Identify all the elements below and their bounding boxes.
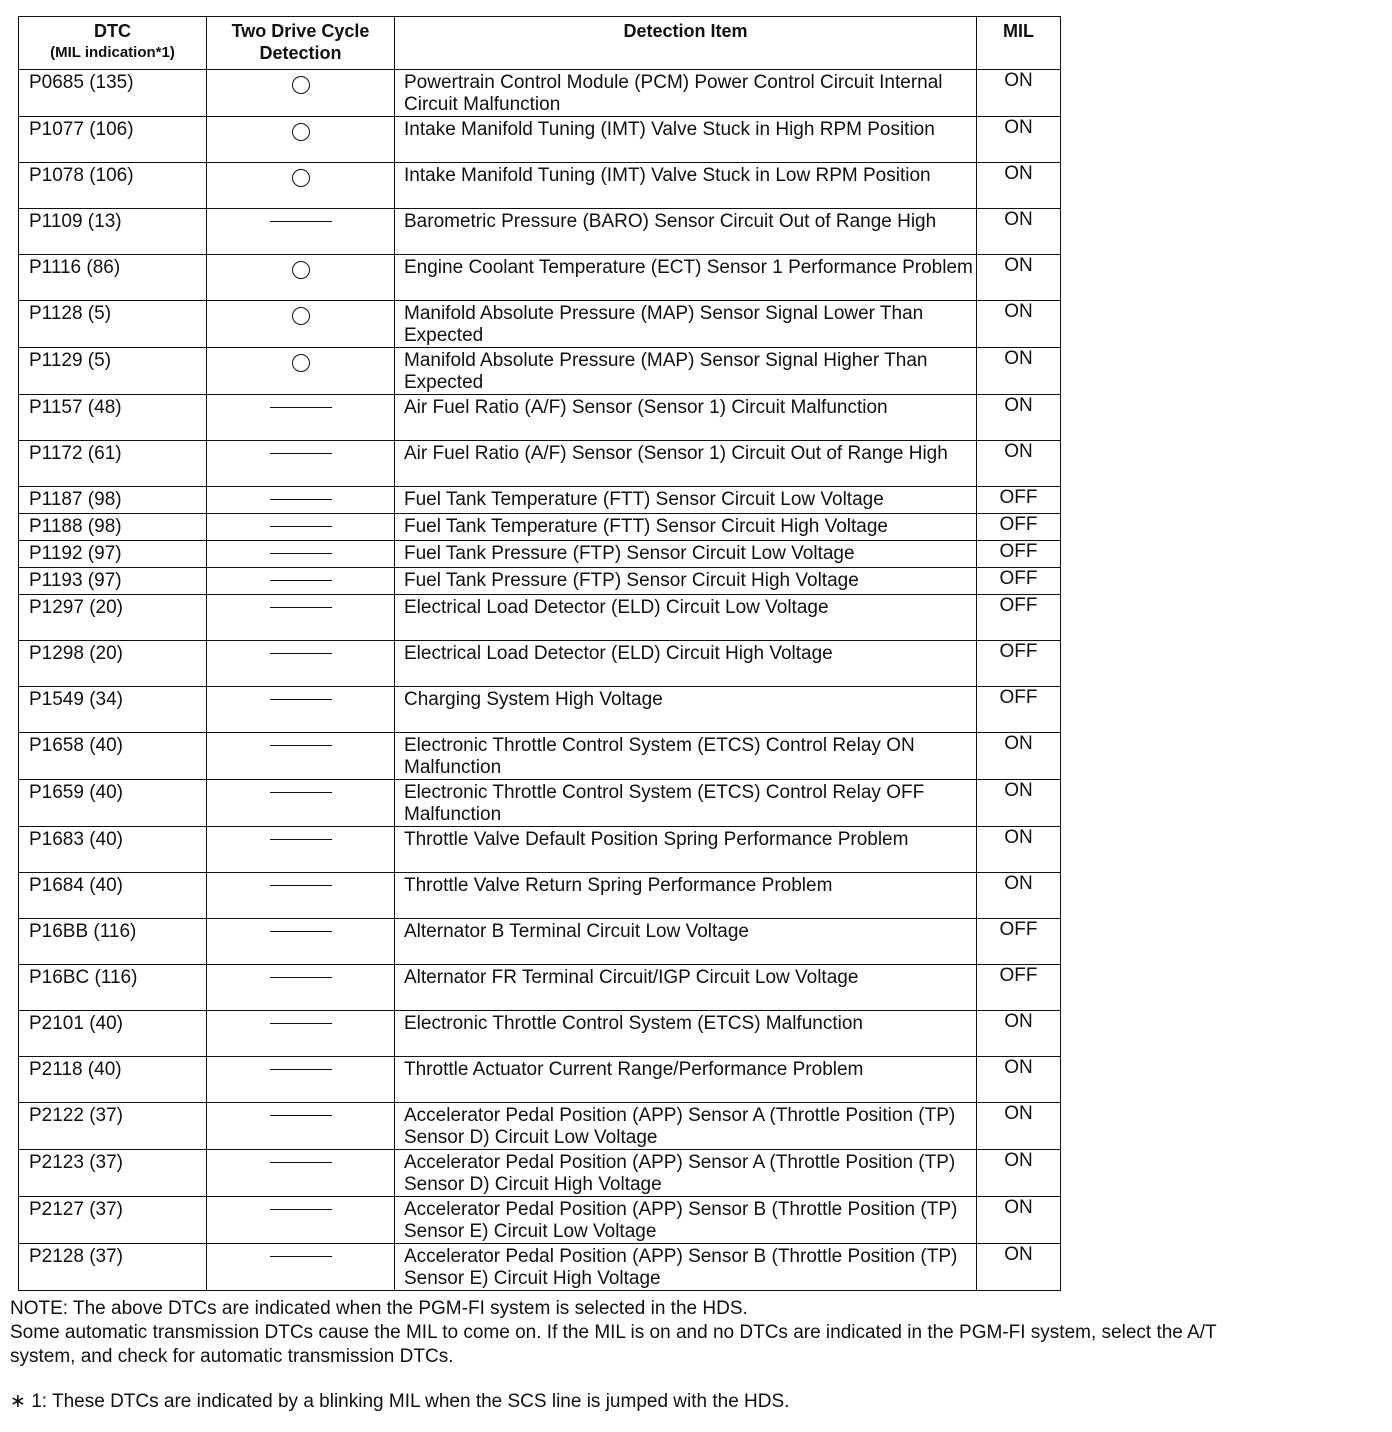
table-row (19, 255, 1061, 301)
detection-item: Manifold Absolute Pressure (MAP) Sensor Signal Lower Than Expected (395, 301, 977, 348)
mil-status: ON (977, 1244, 1061, 1291)
two-drive-cycle-cell (207, 595, 395, 641)
two-drive-cycle-cell (207, 117, 395, 163)
mil-status: ON (977, 1011, 1061, 1057)
mil-status: OFF (977, 541, 1061, 568)
two-drive-cycle-cell (207, 1011, 395, 1057)
dtc-code: P1128 (5) (19, 301, 207, 348)
table-row (19, 873, 1061, 919)
detection-item: Electronic Throttle Control System (ETCS) Control Relay OFF Malfunction (395, 780, 977, 827)
note-line-1: NOTE: The above DTCs are indicated when the PGM-FI system is selected in the HDS. (10, 1298, 748, 1319)
dtc-code: P1078 (106) (19, 163, 207, 209)
two-drive-cycle-cell (207, 733, 395, 780)
dtc-code: P1683 (40) (19, 827, 207, 873)
detection-item: Electronic Throttle Control System (ETCS) Control Relay ON Malfunction (395, 733, 977, 780)
mil-status: ON (977, 255, 1061, 301)
dash-icon (270, 607, 332, 608)
dtc-code: P2118 (40) (19, 1057, 207, 1103)
mil-status: OFF (977, 595, 1061, 641)
two-drive-cycle-cell (207, 70, 395, 117)
table-row (19, 348, 1061, 395)
dash-icon (270, 839, 332, 840)
mil-status: OFF (977, 568, 1061, 595)
two-drive-cycle-cell (207, 827, 395, 873)
dtc-code: P2123 (37) (19, 1150, 207, 1197)
dash-icon (270, 1069, 332, 1070)
dtc-code: P1659 (40) (19, 780, 207, 827)
two-drive-cycle-cell (207, 919, 395, 965)
two-drive-cycle-cell (207, 348, 395, 395)
note-line-3: system, and check for automatic transmission DTCs. (10, 1346, 454, 1367)
header-dtc-label: DTC (94, 21, 131, 41)
detection-item: Barometric Pressure (BARO) Sensor Circuit Out of Range High (395, 209, 977, 255)
circle-icon (292, 354, 310, 372)
dash-icon (270, 931, 332, 932)
dash-icon (270, 699, 332, 700)
mil-status: OFF (977, 965, 1061, 1011)
dtc-code: P1298 (20) (19, 641, 207, 687)
detection-item: Fuel Tank Pressure (FTP) Sensor Circuit High Voltage (395, 568, 977, 595)
dtc-code: P16BC (116) (19, 965, 207, 1011)
footnote: ∗ 1: These DTCs are indicated by a blinking MIL when the SCS line is jumped with the HDS. (10, 1391, 790, 1412)
dtc-code: P1172 (61) (19, 441, 207, 487)
dtc-code: P1684 (40) (19, 873, 207, 919)
mil-status: ON (977, 117, 1061, 163)
mil-status: ON (977, 873, 1061, 919)
mil-status: ON (977, 301, 1061, 348)
two-drive-cycle-cell (207, 209, 395, 255)
detection-item: Electronic Throttle Control System (ETCS) Malfunction (395, 1011, 977, 1057)
dtc-code: P1188 (98) (19, 514, 207, 541)
dtc-code: P1109 (13) (19, 209, 207, 255)
dtc-code: P1549 (34) (19, 687, 207, 733)
dash-icon (270, 1209, 332, 1210)
table-row (19, 780, 1061, 827)
table-header-row (19, 17, 1061, 70)
dash-icon (270, 745, 332, 746)
header-mil: MIL (977, 17, 1061, 70)
mil-status: ON (977, 733, 1061, 780)
two-drive-cycle-cell (207, 1244, 395, 1291)
detection-item: Powertrain Control Module (PCM) Power Control Circuit Internal Circuit Malfunction (395, 70, 977, 117)
two-drive-cycle-cell (207, 541, 395, 568)
dash-icon (270, 653, 332, 654)
two-drive-cycle-cell (207, 1057, 395, 1103)
two-drive-cycle-cell (207, 487, 395, 514)
header-dtc (19, 17, 207, 70)
circle-icon (292, 307, 310, 325)
table-row (19, 641, 1061, 687)
dtc-table (18, 16, 1061, 1291)
table-row (19, 395, 1061, 441)
table-row (19, 117, 1061, 163)
table-row (19, 827, 1061, 873)
two-drive-cycle-cell (207, 1150, 395, 1197)
dash-icon (270, 221, 332, 222)
table-row (19, 733, 1061, 780)
dash-icon (270, 977, 332, 978)
table-body (19, 70, 1061, 1291)
circle-icon (292, 169, 310, 187)
detection-item: Accelerator Pedal Position (APP) Sensor B (Throttle Position (TP) Sensor E) Circuit High Voltage (395, 1244, 977, 1291)
dtc-code: P1658 (40) (19, 733, 207, 780)
dtc-code: P2122 (37) (19, 1103, 207, 1150)
detection-item: Intake Manifold Tuning (IMT) Valve Stuck in Low RPM Position (395, 163, 977, 209)
detection-item: Electrical Load Detector (ELD) Circuit High Voltage (395, 641, 977, 687)
table-row (19, 595, 1061, 641)
table-row (19, 687, 1061, 733)
two-drive-cycle-cell (207, 1103, 395, 1150)
detection-item: Accelerator Pedal Position (APP) Sensor A (Throttle Position (TP) Sensor D) Circuit High Voltage (395, 1150, 977, 1197)
dtc-code: P1187 (98) (19, 487, 207, 514)
table-row (19, 514, 1061, 541)
detection-item: Intake Manifold Tuning (IMT) Valve Stuck in High RPM Position (395, 117, 977, 163)
mil-status: OFF (977, 919, 1061, 965)
dtc-code: P16BB (116) (19, 919, 207, 965)
detection-item: Accelerator Pedal Position (APP) Sensor A (Throttle Position (TP) Sensor D) Circuit Low Voltage (395, 1103, 977, 1150)
detection-item: Air Fuel Ratio (A/F) Sensor (Sensor 1) Circuit Malfunction (395, 395, 977, 441)
detection-item: Throttle Valve Return Spring Performance Problem (395, 873, 977, 919)
dash-icon (270, 580, 332, 581)
detection-item: Electrical Load Detector (ELD) Circuit Low Voltage (395, 595, 977, 641)
detection-item: Air Fuel Ratio (A/F) Sensor (Sensor 1) Circuit Out of Range High (395, 441, 977, 487)
mil-status: OFF (977, 487, 1061, 514)
table-row (19, 1244, 1061, 1291)
table-row (19, 209, 1061, 255)
dtc-code: P2127 (37) (19, 1197, 207, 1244)
header-two-drive (207, 17, 395, 70)
header-two-drive-line2: Detection (259, 43, 342, 63)
dtc-code: P1193 (97) (19, 568, 207, 595)
detection-item: Alternator B Terminal Circuit Low Voltage (395, 919, 977, 965)
dash-icon (270, 499, 332, 500)
detection-item: Throttle Valve Default Position Spring Performance Problem (395, 827, 977, 873)
circle-icon (292, 76, 310, 94)
two-drive-cycle-cell (207, 1197, 395, 1244)
header-two-drive-line1: Two Drive Cycle (231, 21, 370, 41)
dtc-code: P2128 (37) (19, 1244, 207, 1291)
two-drive-cycle-cell (207, 441, 395, 487)
detection-item: Fuel Tank Temperature (FTT) Sensor Circuit High Voltage (395, 514, 977, 541)
dash-icon (270, 453, 332, 454)
dtc-code: P1297 (20) (19, 595, 207, 641)
mil-status: ON (977, 1057, 1061, 1103)
two-drive-cycle-cell (207, 780, 395, 827)
mil-status: ON (977, 163, 1061, 209)
dash-icon (270, 526, 332, 527)
dash-icon (270, 1256, 332, 1257)
detection-item: Fuel Tank Pressure (FTP) Sensor Circuit Low Voltage (395, 541, 977, 568)
dash-icon (270, 1162, 332, 1163)
table-row (19, 1150, 1061, 1197)
dtc-code: P1157 (48) (19, 395, 207, 441)
table-row (19, 568, 1061, 595)
two-drive-cycle-cell (207, 514, 395, 541)
table-row (19, 1197, 1061, 1244)
mil-status: ON (977, 70, 1061, 117)
table-row (19, 487, 1061, 514)
dash-icon (270, 792, 332, 793)
dtc-code: P1192 (97) (19, 541, 207, 568)
mil-status: OFF (977, 641, 1061, 687)
mil-status: ON (977, 780, 1061, 827)
detection-item: Engine Coolant Temperature (ECT) Sensor 1 Performance Problem (395, 255, 977, 301)
two-drive-cycle-cell (207, 301, 395, 348)
detection-item: Charging System High Voltage (395, 687, 977, 733)
table-row (19, 1057, 1061, 1103)
circle-icon (292, 123, 310, 141)
dtc-code: P1116 (86) (19, 255, 207, 301)
detection-item: Alternator FR Terminal Circuit/IGP Circuit Low Voltage (395, 965, 977, 1011)
mil-status: ON (977, 827, 1061, 873)
table-row (19, 1103, 1061, 1150)
two-drive-cycle-cell (207, 965, 395, 1011)
dash-icon (270, 885, 332, 886)
mil-status: ON (977, 441, 1061, 487)
detection-item: Throttle Actuator Current Range/Performance Problem (395, 1057, 977, 1103)
circle-icon (292, 261, 310, 279)
two-drive-cycle-cell (207, 873, 395, 919)
mil-status: ON (977, 348, 1061, 395)
table-row (19, 163, 1061, 209)
dtc-code: P1077 (106) (19, 117, 207, 163)
dtc-code: P2101 (40) (19, 1011, 207, 1057)
table-row (19, 441, 1061, 487)
mil-status: ON (977, 209, 1061, 255)
mil-status: ON (977, 1197, 1061, 1244)
dtc-code: P1129 (5) (19, 348, 207, 395)
table-row (19, 70, 1061, 117)
mil-status: ON (977, 1150, 1061, 1197)
dash-icon (270, 553, 332, 554)
dtc-code: P0685 (135) (19, 70, 207, 117)
dash-icon (270, 407, 332, 408)
header-detection-item: Detection Item (395, 17, 977, 70)
mil-status: OFF (977, 514, 1061, 541)
two-drive-cycle-cell (207, 395, 395, 441)
header-dtc-sub: (MIL indication*1) (50, 44, 175, 61)
two-drive-cycle-cell (207, 163, 395, 209)
two-drive-cycle-cell (207, 568, 395, 595)
dash-icon (270, 1023, 332, 1024)
mil-status: ON (977, 1103, 1061, 1150)
table-row (19, 541, 1061, 568)
two-drive-cycle-cell (207, 687, 395, 733)
table-row (19, 301, 1061, 348)
table-row (19, 965, 1061, 1011)
mil-status: ON (977, 395, 1061, 441)
table-row (19, 1011, 1061, 1057)
dash-icon (270, 1115, 332, 1116)
detection-item: Accelerator Pedal Position (APP) Sensor B (Throttle Position (TP) Sensor E) Circuit Low Voltage (395, 1197, 977, 1244)
two-drive-cycle-cell (207, 255, 395, 301)
detection-item: Fuel Tank Temperature (FTT) Sensor Circuit Low Voltage (395, 487, 977, 514)
detection-item: Manifold Absolute Pressure (MAP) Sensor Signal Higher Than Expected (395, 348, 977, 395)
note-line-2: Some automatic transmission DTCs cause the MIL to come on. If the MIL is on and no DTCs are indicated in the PGM-FI system, select the A/T (10, 1322, 1217, 1343)
mil-status: OFF (977, 687, 1061, 733)
two-drive-cycle-cell (207, 641, 395, 687)
table-row (19, 919, 1061, 965)
